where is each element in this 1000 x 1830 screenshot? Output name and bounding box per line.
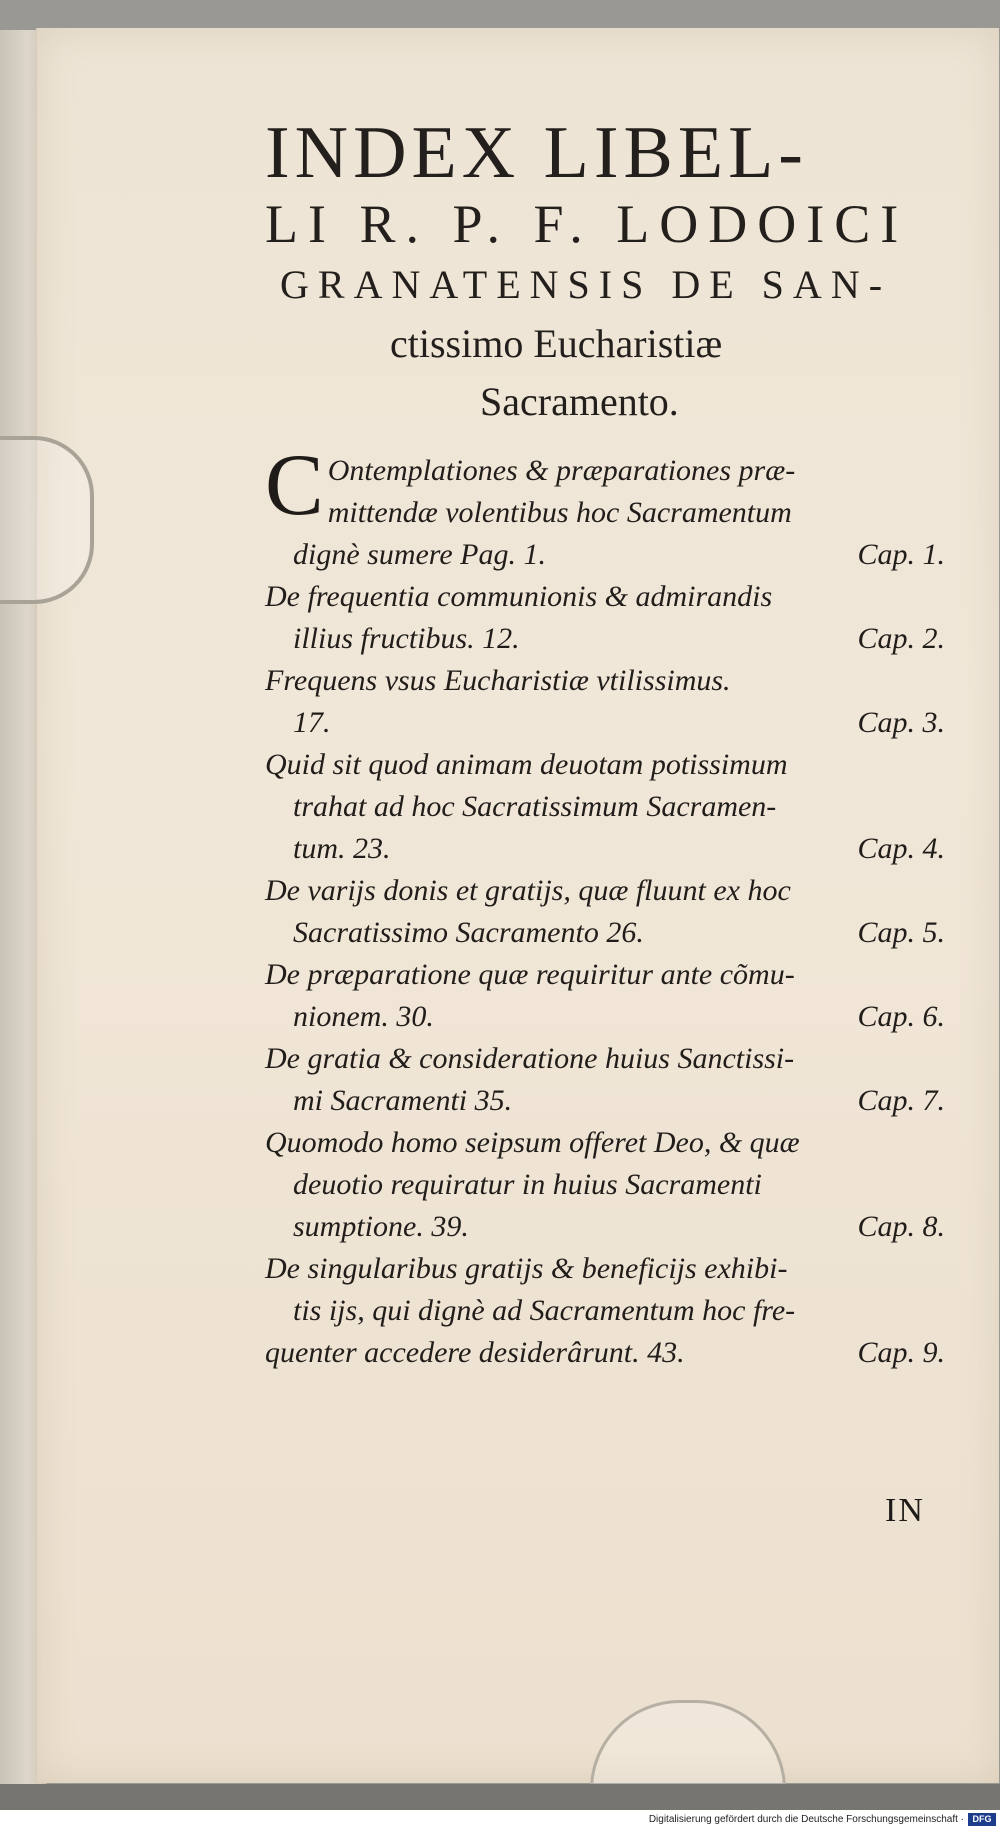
entry-line — [265, 618, 945, 660]
title-line-2: LI R. P. F. LODOICI — [265, 194, 909, 254]
index-entry — [265, 576, 945, 660]
entry-line — [265, 1332, 945, 1374]
index-entry — [265, 1122, 945, 1248]
index-entry — [265, 1248, 945, 1374]
title-line-1: INDEX LIBEL- — [265, 112, 808, 194]
entry-line: Quomodo homo seipsum offeret Deo, & quæ — [265, 1126, 800, 1159]
entry-line — [265, 828, 945, 870]
entry-line: Ontemplationes & præparationes præ- — [327, 454, 796, 487]
index-entry — [265, 744, 945, 870]
entry-line: tis ijs, qui dignè ad Sacramentum hoc fre- — [293, 1294, 796, 1327]
entry-line — [265, 1206, 945, 1248]
entry-line-text: nionem. 30. — [293, 1000, 434, 1033]
entry-line — [265, 996, 945, 1038]
chapter-number: Cap. 2. — [857, 622, 945, 655]
drop-capital: C — [265, 437, 324, 534]
index-title — [265, 112, 965, 432]
footer-credit: Digitalisierung gefördert durch die Deutsche Forschungsgemeinschaft · — [648, 1814, 964, 1825]
catchword: IN — [885, 1492, 925, 1529]
entry-line-text: quenter accedere desiderârunt. 43. — [265, 1336, 685, 1369]
entry-line — [265, 702, 945, 744]
title-line-5: Sacramento. — [480, 379, 679, 424]
page-clip-left — [0, 436, 94, 604]
chapter-number: Cap. 4. — [857, 832, 945, 865]
index-entry — [265, 437, 945, 576]
entry-line: De varijs donis et gratijs, quæ fluunt ex hoc — [265, 874, 791, 907]
entry-line — [265, 912, 945, 954]
chapter-number: Cap. 1. — [857, 538, 945, 571]
scan-bottom-strip — [0, 1784, 1000, 1810]
entry-line — [265, 1080, 945, 1122]
entry-line: mittendæ volentibus hoc Sacramentum — [327, 496, 792, 529]
entry-line: trahat ad hoc Sacratissimum Sacramen- — [293, 790, 777, 823]
entry-line: De singularibus gratijs & beneficijs exhibi- — [265, 1252, 788, 1285]
entry-line-text: sumptione. 39. — [293, 1210, 469, 1243]
chapter-number: Cap. 7. — [857, 1084, 945, 1117]
entry-line: De gratia & consideratione huius Sanctissi- — [265, 1042, 795, 1075]
chapter-number: Cap. 5. — [857, 916, 945, 949]
chapter-number: Cap. 9. — [857, 1336, 945, 1369]
entry-line-text: tum. 23. — [293, 832, 391, 865]
entry-line-text: Sacratissimo Sacramento 26. — [293, 916, 644, 949]
index-entry — [265, 870, 945, 954]
entry-line-text: 17. — [293, 706, 331, 739]
index-entries — [265, 437, 945, 1374]
entry-line: De præparatione quæ requiritur ante cõmu- — [265, 958, 795, 991]
index-entry — [265, 1038, 945, 1122]
dfg-logo-icon: DFG — [968, 1813, 996, 1826]
title-line-4: ctissimo Eucharistiæ — [390, 321, 723, 366]
entry-line-text: dignè sumere Pag. 1. — [293, 538, 547, 571]
entry-line: deuotio requiratur in huius Sacramenti — [293, 1168, 762, 1201]
index-entry — [265, 660, 945, 744]
entry-line-text: mi Sacramenti 35. — [293, 1084, 513, 1117]
chapter-number: Cap. 3. — [857, 706, 945, 739]
entry-line: Frequens vsus Eucharistiæ vtilissimus. — [265, 664, 731, 697]
entry-line — [265, 534, 945, 576]
chapter-number: Cap. 8. — [857, 1210, 945, 1243]
entry-line-text: illius fructibus. 12. — [293, 622, 520, 655]
title-line-3: GRANATENSIS DE SAN- — [280, 262, 892, 307]
chapter-number: Cap. 6. — [857, 1000, 945, 1033]
entry-line: Quid sit quod animam deuotam potissimum — [265, 748, 788, 781]
index-entry — [265, 954, 945, 1038]
entry-line: De frequentia communionis & admirandis — [265, 580, 773, 613]
digitization-footer — [0, 1810, 1000, 1830]
